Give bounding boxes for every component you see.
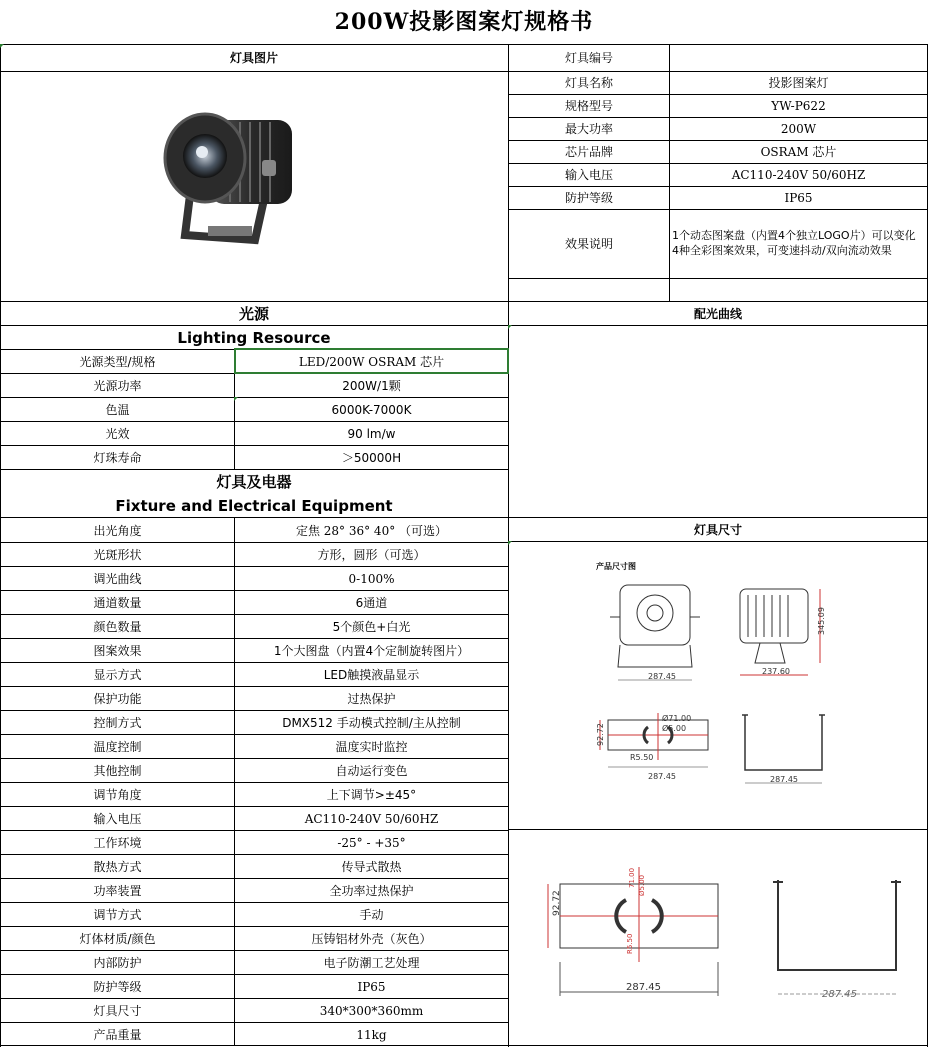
fixture-row-value: 温度实时监控: [335, 739, 408, 754]
ls-value-power: 200W/1颗: [342, 378, 401, 393]
dimension-drawing-small: [590, 555, 840, 795]
fixture-row-value: 电子防潮工艺处理: [323, 955, 420, 970]
fixture-row-label: 散热方式: [93, 859, 142, 874]
fixture-title-en: Fixture and Electrical Equipment: [115, 496, 393, 515]
fixture-row-value: 6通道: [355, 595, 388, 610]
fixture-row-value: 手动: [359, 907, 384, 922]
fixture-row-label: 灯具尺寸: [93, 1003, 142, 1018]
info-label-model: 规格型号: [564, 99, 613, 113]
fixture-row-label: 温度控制: [93, 739, 142, 754]
ls-value-type: LED/200W OSRAM 芯片: [298, 354, 445, 369]
big-dim-width: 287.45: [626, 982, 661, 993]
fixture-row-value: 定焦 28° 36° 40° （可选）: [295, 523, 448, 538]
fixture-row-value: 自动运行变色: [335, 763, 408, 778]
dim-top-width: 287.45: [648, 772, 676, 781]
big-dim-hole-1: 71.00: [628, 867, 636, 888]
fixture-row-label: 功率装置: [93, 883, 142, 898]
ls-label-life: 灯珠寿命: [93, 450, 142, 465]
fixture-row-label: 调光曲线: [93, 571, 142, 586]
fixture-row-label: 灯体材质/颜色: [79, 931, 156, 946]
fixture-row-value: 方形，圆形（可选）: [317, 547, 426, 562]
ls-label-efficacy: 光效: [105, 426, 130, 441]
effect-line-2: 4种全彩图案效果，可变速抖动/双向流动效果: [672, 244, 892, 257]
dim-front-width: 287.45: [648, 672, 676, 681]
big-dim-height: 92.72: [552, 890, 562, 916]
effect-line-1: 1个动态图案盘（内置4个独立LOGO片）可以变化: [672, 229, 916, 242]
big-dim-hole-3: R5.50: [626, 933, 634, 954]
light-source-title-en: Lighting Resource: [177, 328, 331, 347]
info-value-id: [670, 45, 927, 71]
drawing-caption: 产品尺寸图: [596, 562, 636, 571]
dim-side-height: 345.09: [817, 607, 826, 635]
ls-label-power: 光源功率: [93, 378, 142, 393]
photo-header: 灯具图片: [229, 51, 278, 65]
info-label-voltage: 输入电压: [564, 168, 613, 182]
fixture-row-value: 上下调节>±45°: [326, 787, 417, 802]
fixture-row-value: 340*300*360mm: [319, 1003, 424, 1018]
ls-value-cct: 6000K-7000K: [331, 402, 412, 417]
dim-hole-2: Ø5.00: [662, 724, 687, 733]
fixture-row-label: 调节方式: [93, 907, 142, 922]
info-label-chip: 芯片品牌: [564, 145, 613, 159]
info-label-power: 最大功率: [564, 122, 613, 136]
fixture-row-label: 光斑形状: [93, 547, 142, 562]
fixture-row-value: AC110-240V 50/60HZ: [304, 811, 439, 826]
fixture-row-label: 保护功能: [93, 691, 142, 706]
fixture-row-value: 传导式散热: [341, 859, 402, 874]
info-label-name: 灯具名称: [564, 76, 613, 90]
fixture-row-value: 全功率过热保护: [329, 883, 414, 898]
dim-hole-1: Ø71.00: [662, 714, 692, 723]
info-value-voltage: AC110-240V 50/60HZ: [731, 168, 866, 182]
ls-label-type: 光源类型/规格: [79, 354, 156, 369]
big-dim-bracket: 287.45: [822, 989, 857, 1000]
projector-lamp-icon: [150, 100, 310, 260]
ls-label-cct: 色温: [105, 402, 130, 417]
ls-value-life: ＞50000H: [341, 450, 402, 465]
fixture-row-value: 5个颜色+白光: [332, 619, 411, 634]
ls-value-efficacy: 90 lm/w: [347, 426, 396, 441]
info-value-ip: IP65: [784, 191, 813, 205]
effect-label: 效果说明: [564, 237, 613, 251]
fixture-row-value: LED触摸液晶显示: [323, 667, 420, 682]
fixture-row-label: 通道数量: [93, 595, 142, 610]
dim-top-height: 92.72: [596, 723, 605, 746]
fixture-row-value: 11kg: [356, 1027, 387, 1042]
fixture-row-label: 图案效果: [93, 643, 142, 658]
fixture-row-label: 工作环境: [93, 835, 142, 850]
fixture-row-label: 防护等级: [93, 979, 142, 994]
dim-bracket-width: 287.45: [770, 775, 798, 784]
big-dim-hole-2: Ø5.00: [638, 874, 646, 896]
info-label-ip: 防护等级: [564, 191, 613, 205]
effect-description: [672, 228, 927, 262]
dim-hole-3: R5.50: [630, 753, 654, 762]
info-value-model: YW-P622: [771, 99, 826, 113]
fixture-row-label: 出光角度: [93, 523, 142, 538]
fixture-row-label: 输入电压: [93, 811, 142, 826]
fixture-row-label: 内部防护: [93, 955, 142, 970]
fixture-row-value: 过热保护: [347, 691, 396, 706]
fixture-row-label: 颜色数量: [93, 619, 142, 634]
fixture-row-value: 0-100%: [348, 571, 395, 586]
info-label-id: 灯具编号: [564, 51, 613, 65]
fixture-row-label: 调节角度: [93, 787, 142, 802]
info-value-power: 200W: [780, 122, 817, 136]
fixture-row-value: DMX512 手动模式控制/主从控制: [282, 715, 461, 730]
page-title: 200W投影图案灯规格书: [334, 9, 594, 35]
light-source-title-cn: 光源: [238, 304, 269, 323]
curve-header: 配光曲线: [693, 306, 742, 321]
info-value-chip: OSRAM 芯片: [760, 145, 837, 159]
fixture-row-label: 控制方式: [93, 715, 142, 730]
fixture-row-label: 其他控制: [93, 763, 142, 778]
fixture-row-value: 1个大图盘（内置4个定制旋转图片）: [273, 643, 470, 658]
dims-header: 灯具尺寸: [693, 522, 742, 537]
fixture-row-label: 产品重量: [93, 1027, 142, 1042]
info-value-name: 投影图案灯: [768, 76, 829, 90]
fixture-row-value: IP65: [357, 979, 386, 994]
product-photo: [150, 100, 310, 260]
fixture-row-label: 显示方式: [93, 667, 142, 682]
dimension-drawing-large: [540, 862, 920, 1012]
dim-side-width: 237.60: [762, 667, 790, 676]
fixture-title-cn: 灯具及电器: [216, 473, 292, 491]
fixture-row-value: 压铸铝材外壳（灰色）: [311, 931, 432, 946]
fixture-row-value: -25° - +35°: [337, 835, 406, 850]
